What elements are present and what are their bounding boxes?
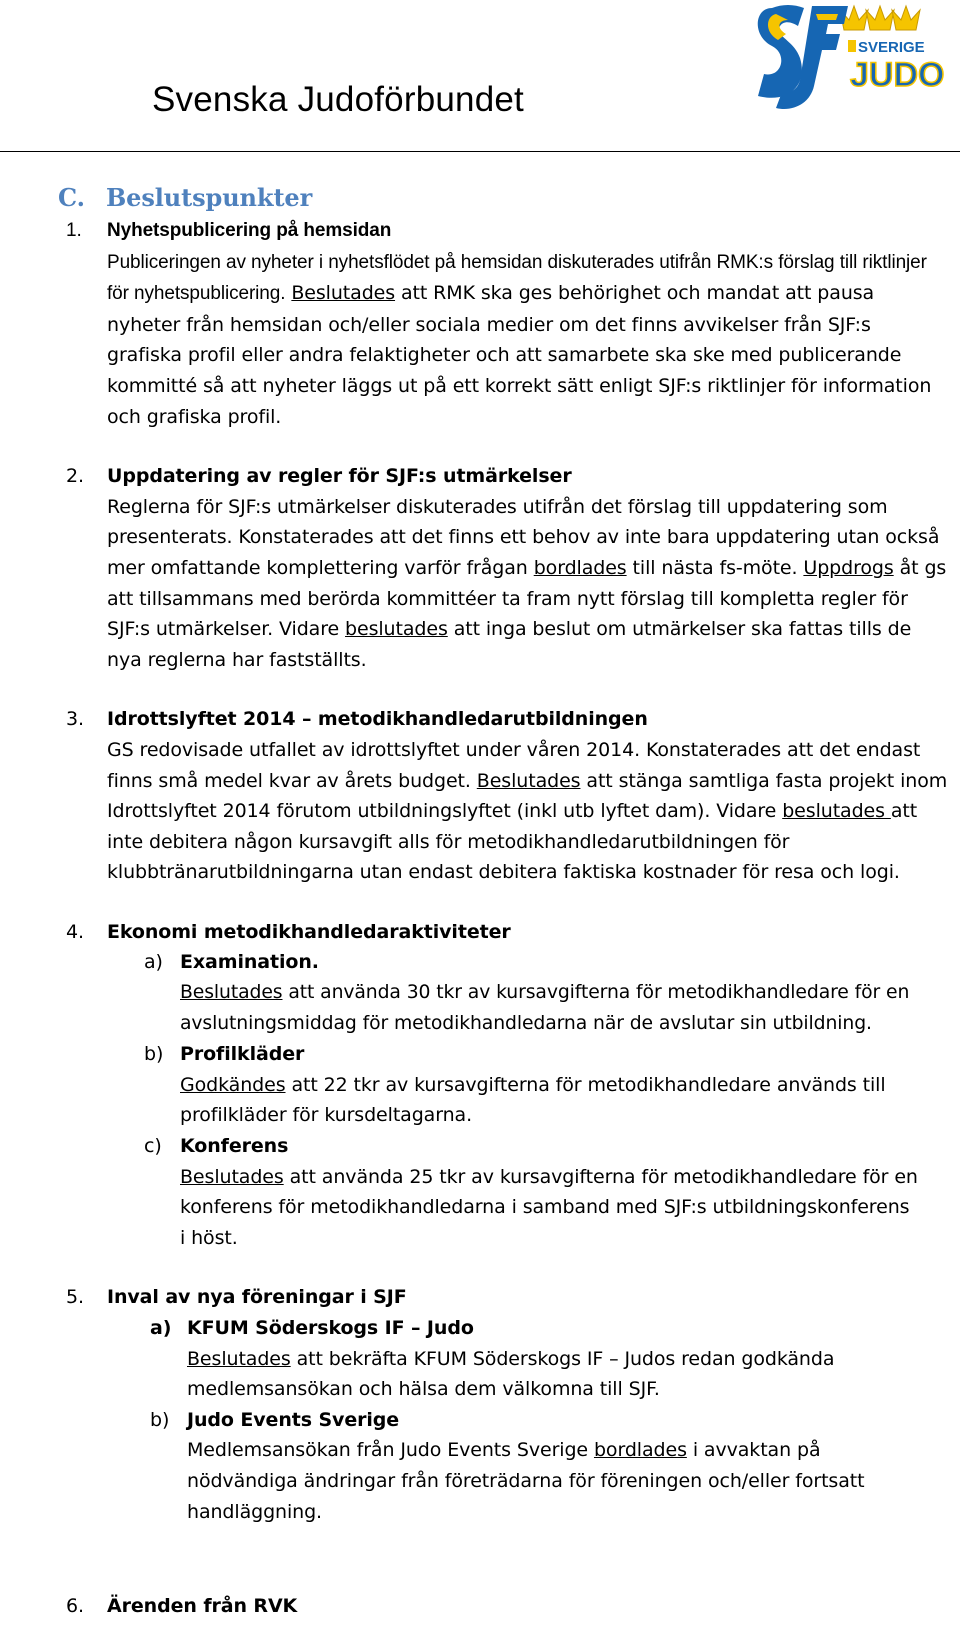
item-text: Publiceringen av nyheter i nyhetsflödet på hemsidan diskuterades utifrån RMK:s förslag till riktlinjer för nyhetspublicering. Beslutades att RMK ska ges behörighet och mandat att pausa nyheter från hemsidan och/eller sociala medier om det finns avvikelser från SJF:s grafiska profil eller andra felaktigheter och att samarbete ska ske med publicerande kommitté så att nyheter läggs ut på ett korrekt sätt enligt SJF:s riktlinjer för information och grafiska profil. [107, 251, 932, 428]
item-number: 6. [66, 1595, 84, 1618]
document-body [0, 180, 960, 1651]
sub-item-label: a) [144, 951, 163, 974]
item-title: Ärenden från RVK [107, 1595, 298, 1618]
sub-item-title: Judo Events Sverige [187, 1408, 400, 1431]
sub-item-title: KFUM Söderskogs IF – Judo [187, 1317, 474, 1339]
item-number: 5. [66, 1286, 84, 1309]
item-title: Ekonomi metodikhandledaraktiviteter [107, 920, 511, 943]
sub-item-a [144, 947, 960, 1039]
page-header [0, 0, 960, 152]
sub-item-text: Beslutades att använda 30 tkr av kursavgifterna för metodikhandledare för en avslutningsmiddag för metodikhandledarna när de avslutar sin utbildning. [180, 982, 910, 1034]
item-title: Nyhetspublicering på hemsidan [107, 220, 392, 241]
sub-item-title: Konferens [180, 1135, 289, 1158]
item-number: 2. [66, 465, 84, 488]
sub-item-b [144, 1039, 920, 1131]
logo-word-judo: JUDO [850, 56, 945, 94]
sub-item-label: c) [144, 1135, 162, 1158]
item-title: Inval av nya föreningar i SJF [107, 1286, 407, 1309]
agenda-item-3 [0, 704, 960, 888]
sub-item-text: Godkändes att 22 tkr av kursavgifterna för metodikhandledare används till profilkläder för kursdeltagarna. [180, 1073, 886, 1127]
sub-item-text: Medlemsansökan från Judo Events Sverige bordlades i avvaktan på nödvändiga ändringar från företrädarna för föreningen och/eller fortsatt handläggning. [187, 1439, 865, 1523]
sub-item-b [150, 1405, 920, 1527]
agenda-item-4 [0, 917, 960, 1254]
header-divider [0, 151, 960, 152]
sub-item-a [150, 1313, 900, 1405]
agenda-item-1 [0, 216, 960, 432]
sub-item-label: b) [150, 1408, 170, 1431]
item-text: Reglerna för SJF:s utmärkelser diskuterades utifrån det förslag till uppdatering som presenterats. Konstaterades att det finns ett behov av inte bara uppdatering utan också mer omfattande komplettering varför frågan bordlades till nästa fs-möte. Uppdrogs åt gs att tillsammans med berörda kommittéer ta fram nytt förslag till kompletta regler för SJF:s utmärkelser. Vidare beslutades att inga beslut om utmärkelser ska fattas tills de nya reglerna har fastställts. [107, 495, 947, 671]
item-number: 3. [66, 708, 84, 731]
sub-item-label: b) [144, 1043, 164, 1066]
sub-item-title: Profilkläder [180, 1043, 305, 1066]
sub-item-text: Beslutades att bekräfta KFUM Söderskogs IF – Judos redan godkända medlemsansökan och hälsa dem välkomna till SJF. [187, 1347, 835, 1401]
agenda-item-5 [0, 1282, 960, 1527]
item-title: Uppdatering av regler för SJF:s utmärkelser [107, 465, 572, 488]
organization-name: Svenska Judoförbundet [152, 80, 524, 119]
section-heading [58, 180, 960, 216]
sub-item-title: Examination. [180, 951, 319, 974]
logo-word-sverige: SVERIGE [858, 39, 925, 56]
sjf-sverige-judo-logo-icon [752, 0, 945, 120]
item-number: 1. [66, 220, 82, 241]
agenda-item-2 [0, 461, 960, 675]
item-number: 4. [66, 920, 84, 943]
sub-item-text: Beslutades att använda 25 tkr av kursavgifterna för metodikhandledare för en konferens för metodikhandledarna i samband med SJF:s utbildningskonferens i höst. [180, 1165, 918, 1249]
agenda-item-6 [0, 1591, 960, 1622]
sub-item-c [144, 1131, 920, 1253]
section-letter: C. [58, 183, 85, 212]
sub-item-label: a) [150, 1317, 172, 1339]
item-text: GS redovisade utfallet av idrottslyftet under våren 2014. Konstaterades att det endast finns små medel kvar av årets budget. Beslutades att stänga samtliga fasta projekt inom Idrottslyftet 2014 förutom utbildningslyftet (inkl utb lyftet dam). Vidare beslutades att inte debitera någon kursavgift alls för metodikhandledarutbildningen för klubbtränarutbildningarna utan endast debitera faktiska kostnader för resa och logi. [107, 738, 948, 884]
item-title: Idrottslyftet 2014 – metodikhandledarutbildningen [107, 708, 648, 731]
section-title: Beslutspunkter [106, 183, 313, 212]
